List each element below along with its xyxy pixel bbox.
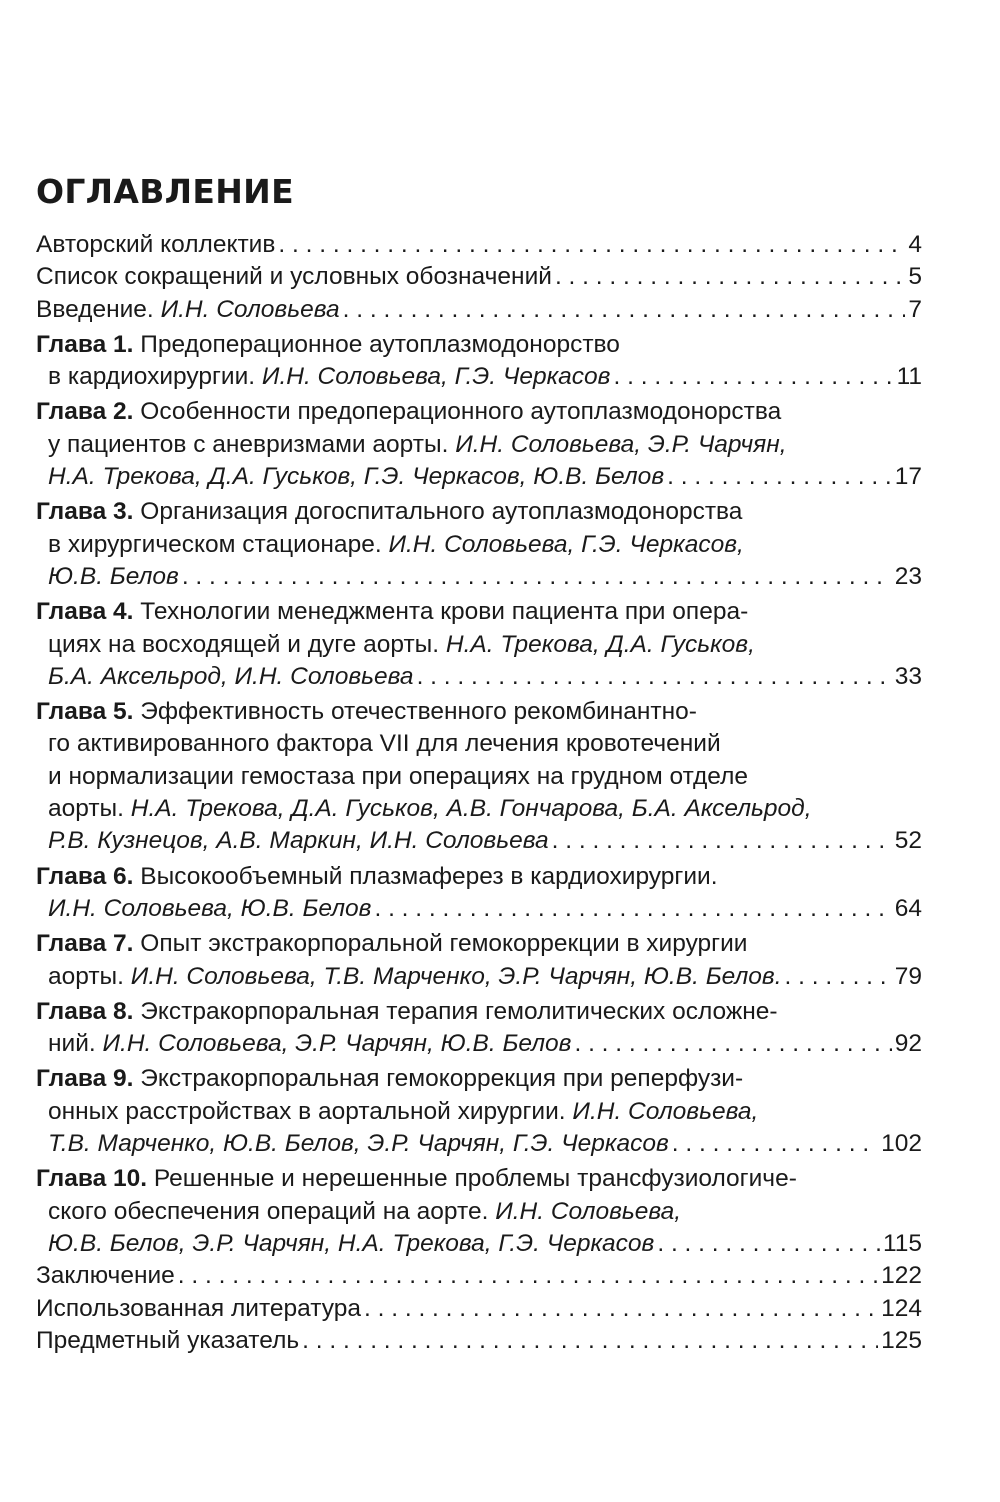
- toc-line: [36, 1096, 922, 1128]
- toc-line-text: [36, 861, 718, 893]
- toc-line-text: [36, 294, 340, 326]
- dot-leader: [182, 561, 892, 593]
- toc-line: [36, 596, 922, 628]
- page-number: 33: [894, 662, 922, 690]
- toc-line-text: [48, 529, 744, 561]
- chapter-authors: Р.В. Кузнецов, А.В. Маркин, И.Н. Соловьева: [48, 827, 549, 855]
- chapter-authors: Н.А. Трекова, Д.А. Гуськов, А.В. Гончарова, Б.А. Аксельрод,: [130, 795, 812, 823]
- toc-line-text: [36, 1325, 299, 1357]
- page-number: 122: [881, 1262, 922, 1290]
- toc-entry[interactable]: [36, 1260, 922, 1292]
- toc-chapter-entry[interactable]: [36, 329, 922, 394]
- dot-leader: [555, 261, 905, 293]
- chapter-authors: Н.А. Трекова, Д.А. Гуськов, Г.Э. Черкасов, Ю.В. Белов: [48, 463, 665, 491]
- toc-line-text: [36, 261, 552, 293]
- toc-line: [36, 396, 922, 428]
- entry-title: Авторский коллектив: [36, 231, 276, 258]
- page-number: 7: [908, 295, 922, 323]
- toc-line: [36, 561, 922, 593]
- toc-line-text: [48, 761, 748, 793]
- page-number: 5: [908, 263, 922, 291]
- toc-line: [36, 1228, 922, 1260]
- toc-entry[interactable]: [36, 261, 922, 293]
- chapter-authors: И.Н. Соловьева: [160, 295, 340, 323]
- chapter-label: Глава 4.: [36, 598, 134, 626]
- toc-line-text: [48, 561, 179, 593]
- toc-line-text: [48, 461, 664, 493]
- chapter-title: циях на восходящей и дуге аорты.: [48, 630, 440, 658]
- chapter-label: Глава 8.: [36, 997, 134, 1025]
- toc-line: [36, 1196, 922, 1228]
- toc-line: [36, 529, 922, 561]
- chapter-title: Особенности предоперационного аутоплазмодонорства: [140, 398, 782, 426]
- toc-line: [36, 893, 922, 925]
- toc-line: [36, 928, 922, 960]
- page-number: 115: [882, 1229, 922, 1257]
- dot-leader: [278, 229, 905, 261]
- toc-line: [36, 761, 922, 793]
- chapter-label: Глава 3.: [36, 498, 134, 526]
- toc-line: [36, 429, 922, 461]
- chapter-title: у пациентов с аневризмами аорты.: [48, 430, 449, 458]
- toc-line-text: [36, 396, 781, 428]
- chapter-label: Глава 5.: [36, 698, 134, 726]
- page-number: 52: [894, 827, 922, 855]
- chapter-label: Глава 9.: [36, 1065, 134, 1093]
- chapter-authors: И.Н. Соловьева, Г.Э. Черкасов: [261, 363, 611, 391]
- dot-leader: [178, 1260, 878, 1292]
- toc-line-text: [36, 1260, 175, 1292]
- toc-chapter-entry[interactable]: [36, 396, 922, 493]
- toc-line-text: [36, 329, 620, 361]
- dot-leader: [667, 461, 892, 493]
- toc-line: [36, 629, 922, 661]
- chapter-authors: И.Н. Соловьева, Т.В. Марченко, Э.Р. Чарчян, Ю.В. Белов.: [130, 962, 782, 990]
- dot-leader: [785, 961, 892, 993]
- chapter-authors: Ю.В. Белов: [48, 562, 179, 590]
- chapter-title: и нормализации гемостаза при операциях на грудном отделе: [48, 762, 749, 790]
- toc-line-text: [48, 661, 414, 693]
- chapter-title: Высокообъемный плазмаферез в кардиохирургии.: [140, 862, 718, 890]
- toc-line-text: [36, 1163, 797, 1195]
- toc-line: [36, 1163, 922, 1195]
- toc-line-text: [48, 825, 549, 857]
- chapter-title: Опыт экстракорпоральной гемокоррекции в хирургии: [140, 930, 748, 958]
- chapter-title: ний.: [48, 1030, 96, 1058]
- entry-title: Использованная литература: [36, 1294, 361, 1322]
- dot-leader: [302, 1325, 878, 1357]
- toc-line-text: [36, 496, 742, 528]
- chapter-title: в хирургическом стационаре.: [48, 530, 382, 558]
- page-number: 125: [881, 1326, 922, 1354]
- toc-line-text: [48, 893, 371, 925]
- entry-title: Предметный указатель: [36, 1326, 300, 1354]
- chapter-authors: И.Н. Соловьева,: [495, 1197, 682, 1225]
- toc-line-text: [48, 793, 812, 825]
- toc-line: [36, 996, 922, 1028]
- toc-chapter-entry[interactable]: [36, 696, 922, 857]
- chapter-label: Глава 6.: [36, 862, 134, 890]
- toc-line-text: [48, 429, 787, 461]
- toc-chapter-entry[interactable]: [36, 596, 922, 693]
- table-of-contents: [36, 229, 922, 1357]
- chapter-title: Эффективность отечественного рекомбинантно-: [140, 698, 697, 726]
- toc-entry[interactable]: [36, 229, 922, 261]
- toc-line-text: [48, 961, 782, 993]
- toc-line: [36, 1128, 922, 1160]
- dot-leader: [364, 1293, 878, 1325]
- toc-line: [36, 825, 922, 857]
- toc-entry[interactable]: [36, 1293, 922, 1325]
- chapter-title: ского обеспечения операций на аорте.: [48, 1197, 489, 1225]
- chapter-title: Технологии менеджмента крови пациента при опера-: [140, 598, 749, 626]
- toc-line: [36, 661, 922, 693]
- page-number: 124: [881, 1294, 922, 1322]
- toc-line: [36, 1293, 922, 1325]
- toc-line: [36, 1260, 922, 1292]
- chapter-title: аорты.: [48, 795, 124, 823]
- toc-chapter-entry[interactable]: [36, 496, 922, 593]
- toc-line: [36, 361, 922, 393]
- page-number: 17: [894, 463, 922, 491]
- toc-line-text: [48, 1228, 654, 1260]
- toc-heading: ОГЛАВЛЕНИЕ: [36, 172, 294, 211]
- page-number: 64: [894, 894, 922, 922]
- dot-leader: [613, 361, 893, 393]
- toc-line: [36, 461, 922, 493]
- toc-line-text: [36, 928, 748, 960]
- chapter-title: Решенные и нерешенные проблемы трансфузиологиче-: [153, 1165, 797, 1193]
- toc-chapter-entry[interactable]: [36, 1063, 922, 1160]
- chapter-label: Глава 1.: [36, 330, 134, 358]
- toc-chapter-entry[interactable]: [36, 1163, 922, 1260]
- entry-title: Список сокращений и условных обозначений: [36, 263, 552, 291]
- toc-line: [36, 696, 922, 728]
- toc-line: [36, 229, 922, 261]
- chapter-label: Глава 2.: [36, 398, 134, 426]
- toc-chapter-entry[interactable]: [36, 928, 922, 993]
- entry-title: Введение.: [36, 295, 154, 323]
- dot-leader: [417, 661, 892, 693]
- toc-line: [36, 961, 922, 993]
- page-number: 102: [881, 1130, 922, 1158]
- chapter-title: Экстракорпоральная терапия гемолитических осложне-: [140, 997, 778, 1025]
- toc-entry[interactable]: [36, 294, 922, 326]
- toc-line-text: [36, 996, 778, 1028]
- chapter-authors: И.Н. Соловьева, Э.Р. Чарчян, Ю.В. Белов: [102, 1030, 572, 1058]
- chapter-title: аорты.: [48, 962, 124, 990]
- toc-line: [36, 728, 922, 760]
- chapter-label: Глава 10.: [36, 1165, 148, 1193]
- toc-chapter-entry[interactable]: [36, 996, 922, 1061]
- chapter-title: Предоперационное аутоплазмодонорство: [140, 330, 620, 358]
- dot-leader: [574, 1028, 891, 1060]
- toc-line-text: [48, 1028, 571, 1060]
- chapter-title: Организация догоспитального аутоплазмодонорства: [140, 498, 743, 526]
- toc-line-text: [36, 1293, 361, 1325]
- toc-line: [36, 861, 922, 893]
- chapter-authors: И.Н. Соловьева, Э.Р. Чарчян,: [455, 430, 787, 458]
- toc-line-text: [36, 229, 275, 261]
- toc-line-text: [48, 1096, 758, 1128]
- dot-leader: [552, 825, 892, 857]
- toc-line: [36, 793, 922, 825]
- dot-leader: [657, 1228, 880, 1260]
- page-number: 11: [896, 363, 922, 391]
- dot-leader: [343, 294, 906, 326]
- page-number: 23: [894, 562, 922, 590]
- chapter-authors: Ю.В. Белов, Э.Р. Чарчян, Н.А. Трекова, Г.Э. Черкасов: [48, 1229, 655, 1257]
- dot-leader: [374, 893, 891, 925]
- chapter-authors: И.Н. Соловьева,: [572, 1097, 759, 1125]
- chapter-title: Экстракорпоральная гемокоррекция при реперфузи-: [140, 1065, 744, 1093]
- toc-line: [36, 329, 922, 361]
- toc-line: [36, 261, 922, 293]
- toc-line: [36, 1325, 922, 1357]
- toc-line-text: [48, 629, 755, 661]
- toc-line-text: [36, 596, 748, 628]
- chapter-authors: И.Н. Соловьева, Ю.В. Белов: [48, 894, 372, 922]
- toc-line: [36, 1063, 922, 1095]
- entry-title: Заключение: [36, 1262, 175, 1290]
- toc-line: [36, 496, 922, 528]
- chapter-label: Глава 7.: [36, 930, 134, 958]
- chapter-authors: Т.В. Марченко, Ю.В. Белов, Э.Р. Чарчян, Г.Э. Черкасов: [48, 1130, 669, 1158]
- toc-line-text: [36, 1063, 743, 1095]
- toc-line-text: [48, 728, 721, 760]
- chapter-title: го активированного фактора VII для лечения кровотечений: [48, 730, 721, 758]
- toc-line-text: [36, 696, 697, 728]
- chapter-authors: И.Н. Соловьева, Г.Э. Черкасов,: [388, 530, 744, 558]
- toc-entry[interactable]: [36, 1325, 922, 1357]
- toc-line: [36, 294, 922, 326]
- page-number: 92: [894, 1030, 922, 1058]
- chapter-authors: Б.А. Аксельрод, И.Н. Соловьева: [48, 662, 414, 690]
- chapter-authors: Н.А. Трекова, Д.А. Гуськов,: [445, 630, 755, 658]
- toc-chapter-entry[interactable]: [36, 861, 922, 926]
- toc-line-text: [48, 1196, 681, 1228]
- toc-line-text: [48, 361, 610, 393]
- page-number: 79: [894, 962, 922, 990]
- toc-line-text: [48, 1128, 669, 1160]
- chapter-title: в кардиохирургии.: [48, 363, 256, 391]
- dot-leader: [672, 1128, 878, 1160]
- page-number: 4: [908, 231, 922, 258]
- toc-line: [36, 1028, 922, 1060]
- chapter-title: онных расстройствах в аортальной хирургии.: [48, 1097, 566, 1125]
